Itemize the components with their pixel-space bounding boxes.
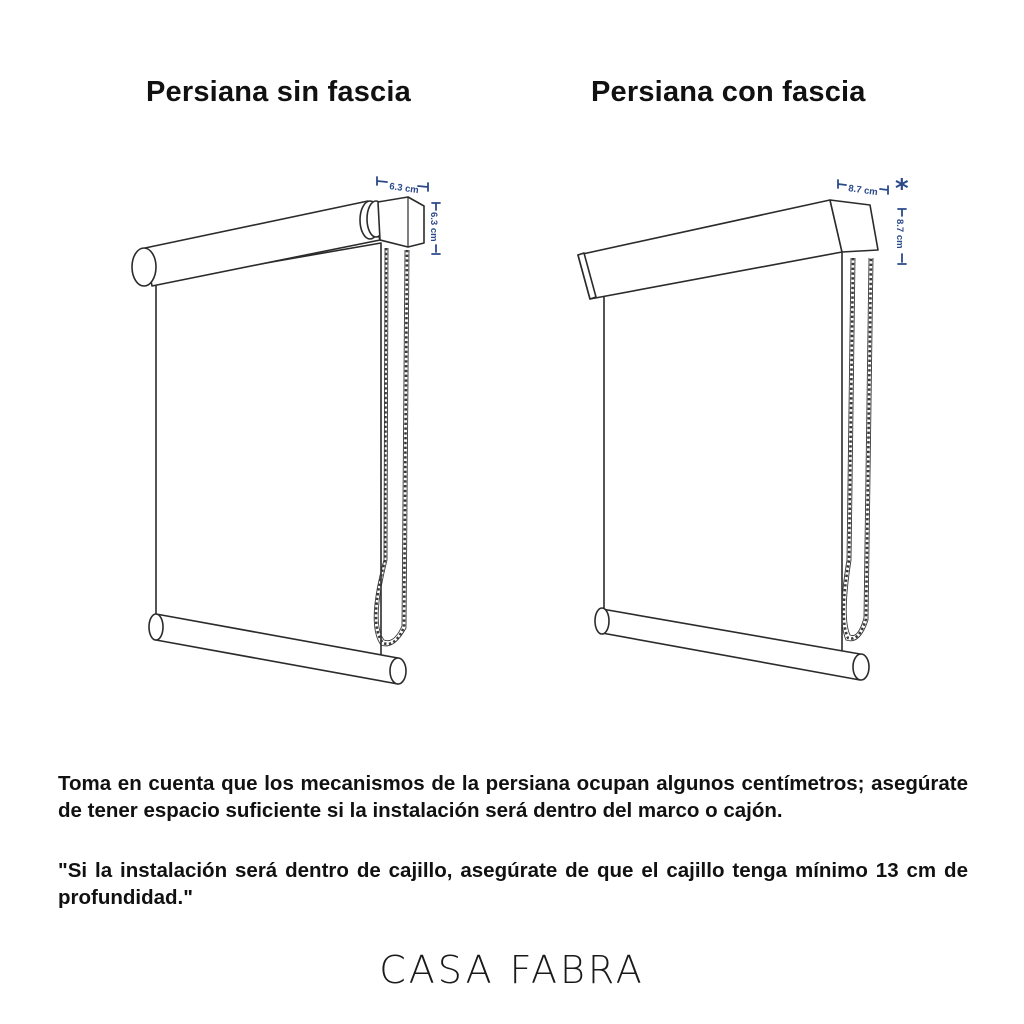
right-dimension-width: 8.7 cm (847, 183, 879, 199)
right-dimension-height: 8.7 cm (894, 219, 905, 249)
left-dimension-height: 6.3 cm (428, 212, 439, 242)
right-rail-left-cap (595, 608, 609, 634)
left-fabric-panel (156, 243, 381, 656)
left-rail-left-cap (149, 614, 163, 640)
left-dimension-width: 6.3 cm (388, 181, 420, 197)
right-diagram-title: Persiana con fascia (591, 76, 866, 108)
installation-note: Toma en cuenta que los mecanismos de la persiana ocupan algunos centímetros; asegúrate de tener espacio suficiente si la instalación será dentro del marco o cajón. (58, 772, 968, 822)
right-asterisk-marker: * (895, 174, 909, 204)
left-rail-right-cap (390, 658, 406, 684)
left-tube-end-cap (132, 248, 156, 286)
blind-without-fascia (132, 177, 440, 684)
depth-requirement-note: "Si la instalación será dentro de cajillo, asegúrate de que el cajillo tenga mínimo 13 cm de profundidad." (58, 859, 968, 909)
brand-logo: CASA FABRA (379, 948, 645, 992)
blind-with-fascia (578, 174, 909, 680)
right-rail-right-cap (853, 654, 869, 680)
left-bracket (378, 197, 424, 247)
right-fabric-panel (604, 246, 842, 662)
left-diagram-title: Persiana sin fascia (146, 76, 411, 108)
